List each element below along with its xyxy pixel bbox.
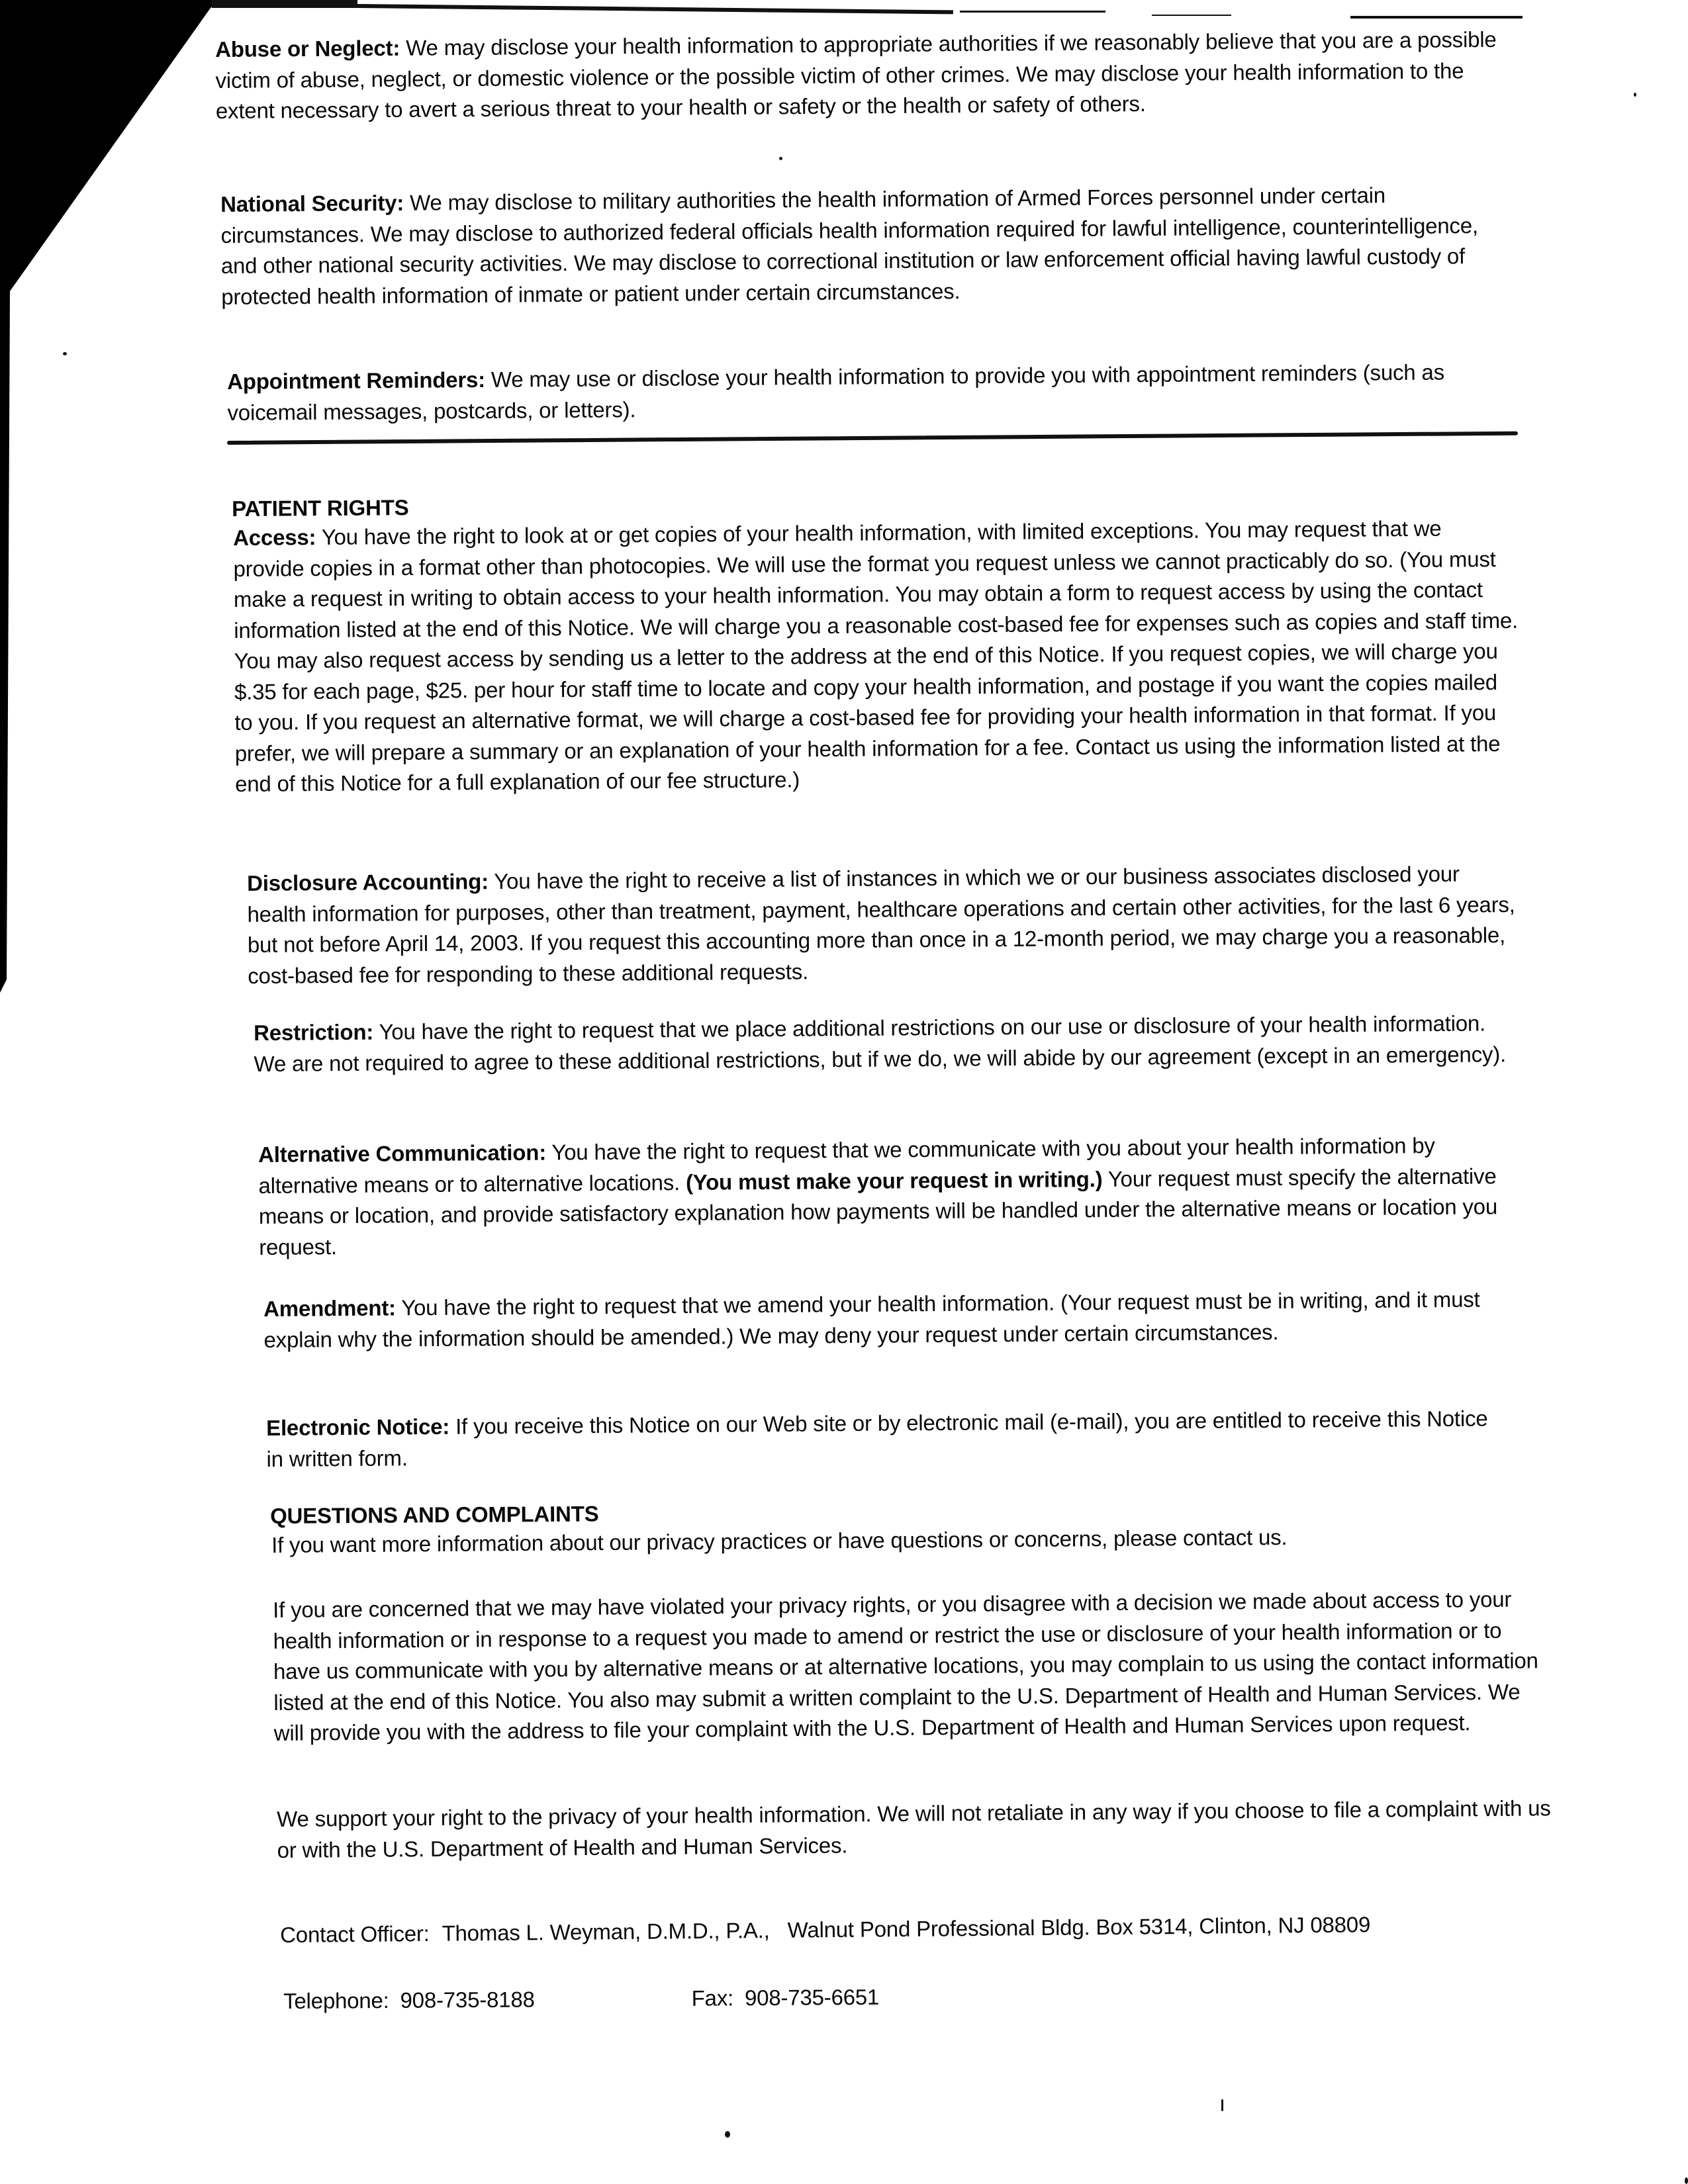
section-text: We may disclose to military authorities the health information of Armed Forces personnel under certain circumstances. We may disclose to authorized federal officials health information required for lawful intelligence, counterintelligence, and other national security activities. We may disclose to correctional institution or law enforcement official having lawful custody of protected health information of inmate or patient under certain circumstances. (220, 183, 1479, 309)
right-electronic-notice (266, 1403, 1505, 1475)
questions-paragraph-2 (277, 1793, 1552, 1866)
section-appointment-reminders (227, 357, 1519, 428)
scan-speck (63, 352, 67, 355)
contact-phone-row (283, 1983, 1078, 2014)
scan-top-edge (357, 4, 953, 14)
questions-heading: QUESTIONS AND COMPLAINTS (270, 1501, 599, 1528)
right-text: You have the right to request that we amend your health information. (Your request must be in writing, and it must explain why the information should be amended.) We may deny your request under certain circumstances. (263, 1287, 1480, 1352)
right-label: Alternative Communication: (258, 1140, 547, 1167)
scan-speck (725, 2131, 730, 2138)
questions-paragraph-text: We support your right to the privacy of your health information. We will not retaliate in any way if you choose to file a complaint with us or with the U.S. Department of Health and Human Services. (277, 1796, 1551, 1862)
section-text: We may disclose your health information to appropriate authorities if we reasonably believe that you are a possible victim of abuse, neglect, or domestic violence or the possible victim of other crimes. We may disclose your health information to the extent necessary to avert a serious threat to your health or safety or the health or safety of others. (215, 26, 1497, 123)
right-alternative-communication (258, 1130, 1530, 1263)
contact-officer-row (280, 1910, 1577, 1948)
right-text: If you receive this Notice on our Web site or by electronic mail (e-mail), you are entitled to receive this Notice in written form. (266, 1406, 1488, 1471)
section-abuse-neglect (215, 24, 1503, 127)
scan-shadow-corner (0, 0, 225, 993)
section-national-security (220, 179, 1511, 312)
telephone-value: 908-735-8188 (400, 1987, 535, 2013)
right-text: You have the right to request that we place additional restrictions on our use or disclosure of your health information. We are not required to agree to these additional restrictions, but if we do, we will abide by our agreement (except in an emergency). (254, 1011, 1507, 1076)
scan-speck (779, 157, 782, 160)
section-divider (227, 432, 1518, 445)
scan-top-edge (212, 0, 357, 8)
right-amendment (263, 1284, 1535, 1355)
scan-top-edge (1152, 15, 1231, 16)
scan-top-edge (960, 11, 1105, 13)
questions-paragraph-1 (273, 1584, 1552, 1749)
fax-value: 908-735-6651 (744, 1984, 880, 2011)
questions-intro-text: If you want more information about our privacy practices or have questions or concerns, please contact us. (271, 1524, 1288, 1557)
right-restriction (254, 1008, 1522, 1079)
right-label: Amendment: (263, 1295, 397, 1321)
section-label: National Security: (220, 190, 404, 216)
contact-officer-label: Contact Officer: (280, 1921, 430, 1947)
contact-address: Walnut Pond Professional Bldg. Box 5314, Clinton, NJ 08809 (787, 1912, 1371, 1942)
right-label: Access: (233, 525, 316, 550)
right-emphasis: (You must make your request in writing.) (685, 1166, 1103, 1195)
questions-paragraph-text: If you are concerned that we may have violated your privacy rights, or you disagree with a decision we made about access to your health information or in response to a request you made to amend or restrict the use or disclosure of your health information or to have us communicate with you by alternative means or at alternative locations, you may complain to us using the contact information listed at the end of this Notice. You also may submit a written complaint to the U.S. Department of Health and Human Services. We will provide you with the address to file your complaint with the U.S. Department of Health and Human Services upon request. (273, 1586, 1538, 1745)
section-text: We may use or disclose your health information to provide you with appointment reminders (such as voicemail messages, postcards, or letters). (227, 359, 1445, 425)
patient-rights-heading: PATIENT RIGHTS (232, 495, 409, 521)
contact-officer-name: Thomas L. Weyman, D.M.D., P.A., (442, 1917, 770, 1946)
right-text: You have the right to look at or get copies of your health information, with limited exceptions. You may request that we provide copies in a format other than photocopies. We will use the format you request unless we cannot practicably do so. (You must make a request in writing to obtain access to your health information. You may obtain a form to request access by using the contact information listed at the end of this Notice. We will charge you a reasonable cost-based fee for expenses such as copies and staff time. You may also request access by sending us a letter to the address at the end of this Notice. If you request copies, we will charge you $.35 for each page, $25. per hour for staff time to locate and copy your health information, and postage if you want the copies mailed to you. If you request an alternative format, we will charge a cost-based fee for providing your health information in that format. If you prefer, we will prepare a summary or an explanation of your health information for a fee. Contact us using the information listed at the end of this Notice for a full explanation of our fee structure.) (233, 516, 1519, 796)
right-label: Electronic Notice: (266, 1414, 450, 1440)
right-disclosure-accounting (247, 858, 1519, 991)
section-label: Abuse or Neglect: (215, 35, 400, 62)
fax-label: Fax: (691, 1985, 734, 2011)
telephone-label: Telephone: (283, 1987, 389, 2013)
right-access (233, 513, 1519, 800)
right-text: Your request must specify the alternative means or location, and provide satisfactory explanation how payments will be handled under the alternative means or location you request. (258, 1163, 1498, 1259)
scan-speck (1221, 2099, 1223, 2111)
right-text: You have the right to receive a list of instances in which we or our business associates disclosed your health information for purposes, other than treatment, payment, healthcare operations and certain other activities, for the last 6 years, but not before April 14, 2003. If you request this accounting more than once in a 12-month period, we may charge you a reasonable, cost-based fee for responding to these additional requests. (247, 861, 1515, 988)
right-label: Disclosure Accounting: (247, 869, 489, 895)
scan-speck (1634, 93, 1636, 97)
right-text: You have the right to request that we communicate with you about your health information by alternative means or to alternative locations. (258, 1133, 1435, 1198)
right-label: Restriction: (254, 1019, 374, 1045)
scan-speck (1685, 2177, 1688, 2184)
scan-top-edge (1350, 16, 1523, 19)
section-label: Appointment Reminders: (227, 367, 486, 394)
